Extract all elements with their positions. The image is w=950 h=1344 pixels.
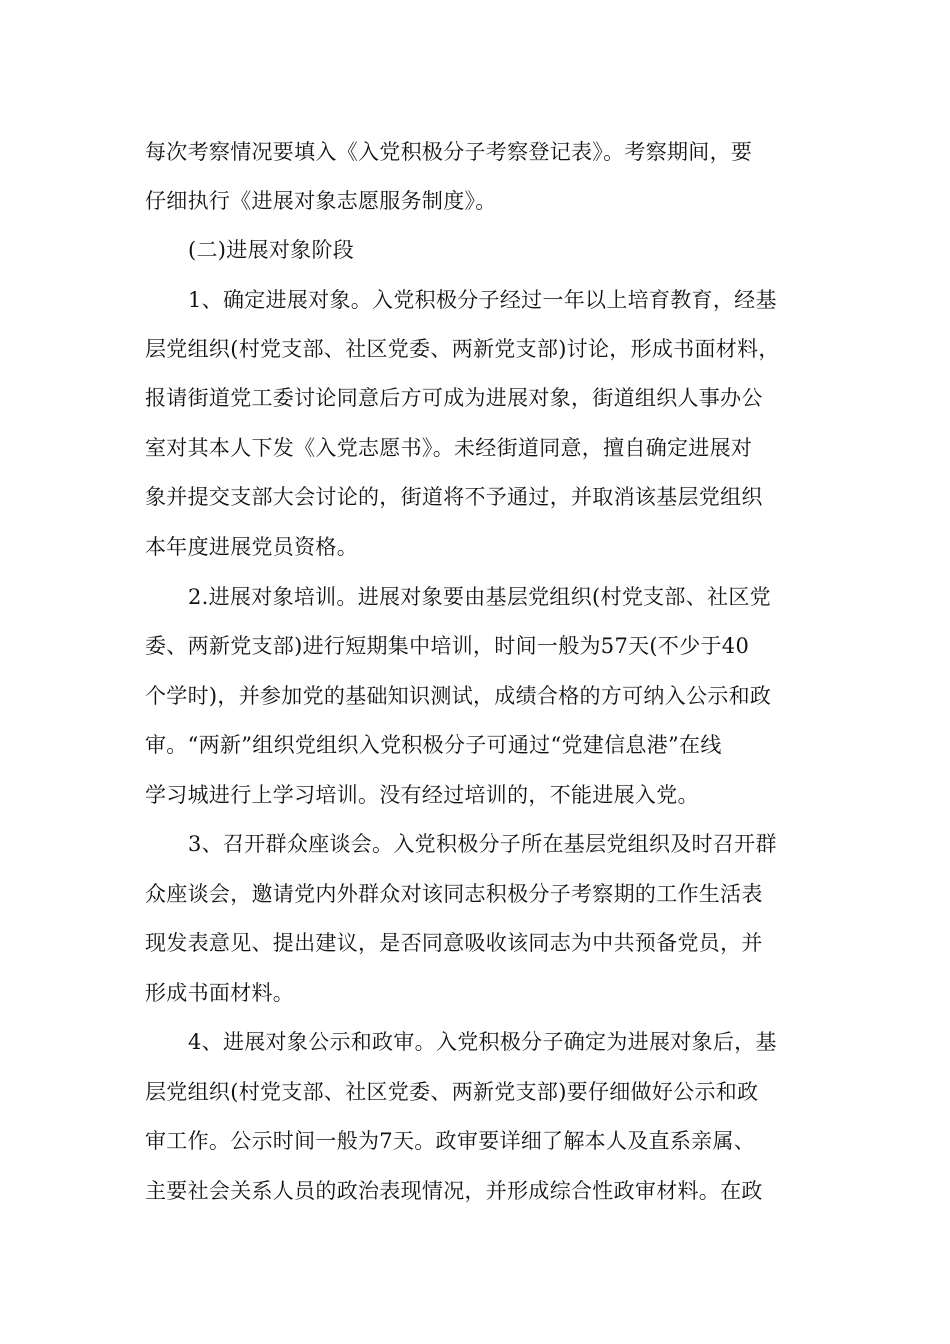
text-line: 审工作。公示时间一般为7天。政审要详细了解本人及直系亲属、: [145, 1129, 756, 1153]
text-line: 层党组织(村党支部、社区党委、两新党支部)讨论，形成书面材料，: [145, 337, 780, 361]
text-line: 主要社会关系人员的政治表现情况，并形成综合性政审材料。在政: [145, 1179, 763, 1203]
text-line: 1、确定进展对象。入党积极分子经过一年以上培育教育，经基: [188, 288, 777, 312]
text-line: 象并提交支部大会讨论的，街道将不予通过，并取消该基层党组织: [145, 485, 763, 509]
text-line: 学习城进行上学习培训。没有经过培训的，不能进展入党。: [145, 783, 699, 807]
text-line: 每次考察情况要填入《入党积极分子考察登记表》。考察期间，要: [145, 140, 753, 164]
text-line: 室对其本人下发《入党志愿书》。未经街道同意，擅自确定进展对: [145, 436, 753, 460]
text-line: 本年度进展党员资格。: [145, 535, 358, 559]
text-line: 层党组织(村党支部、社区党委、两新党支部)要仔细做好公示和政: [145, 1080, 759, 1104]
text-line: 审。“两新”组织党组织入党积极分子可通过“党建信息港”在线: [145, 733, 722, 757]
text-line: 个学时)，并参加党的基础知识测试，成绩合格的方可纳入公示和政: [145, 684, 772, 708]
text-line: 众座谈会，邀请党内外群众对该同志积极分子考察期的工作生活表: [145, 882, 763, 906]
text-line: 2.进展对象培训。进展对象要由基层党组织(村党支部、社区党: [188, 585, 771, 609]
text-line: 仔细执行《进展对象志愿服务制度》。: [145, 189, 497, 213]
text-line: 形成书面材料。: [145, 981, 295, 1005]
section-heading: (二)进展对象阶段: [188, 238, 355, 262]
text-line: 现发表意见、提出建议，是否同意吸收该同志为中共预备党员，并: [145, 931, 763, 955]
text-line: 委、两新党支部)进行短期集中培训，时间一般为57天(不少于40: [145, 634, 750, 658]
text-line: 3、召开群众座谈会。入党积极分子所在基层党组织及时召开群: [188, 832, 777, 856]
text-line: 报请街道党工委讨论同意后方可成为进展对象，街道组织人事办公: [145, 386, 763, 410]
text-line: 4、进展对象公示和政审。入党积极分子确定为进展对象后，基: [188, 1030, 777, 1054]
